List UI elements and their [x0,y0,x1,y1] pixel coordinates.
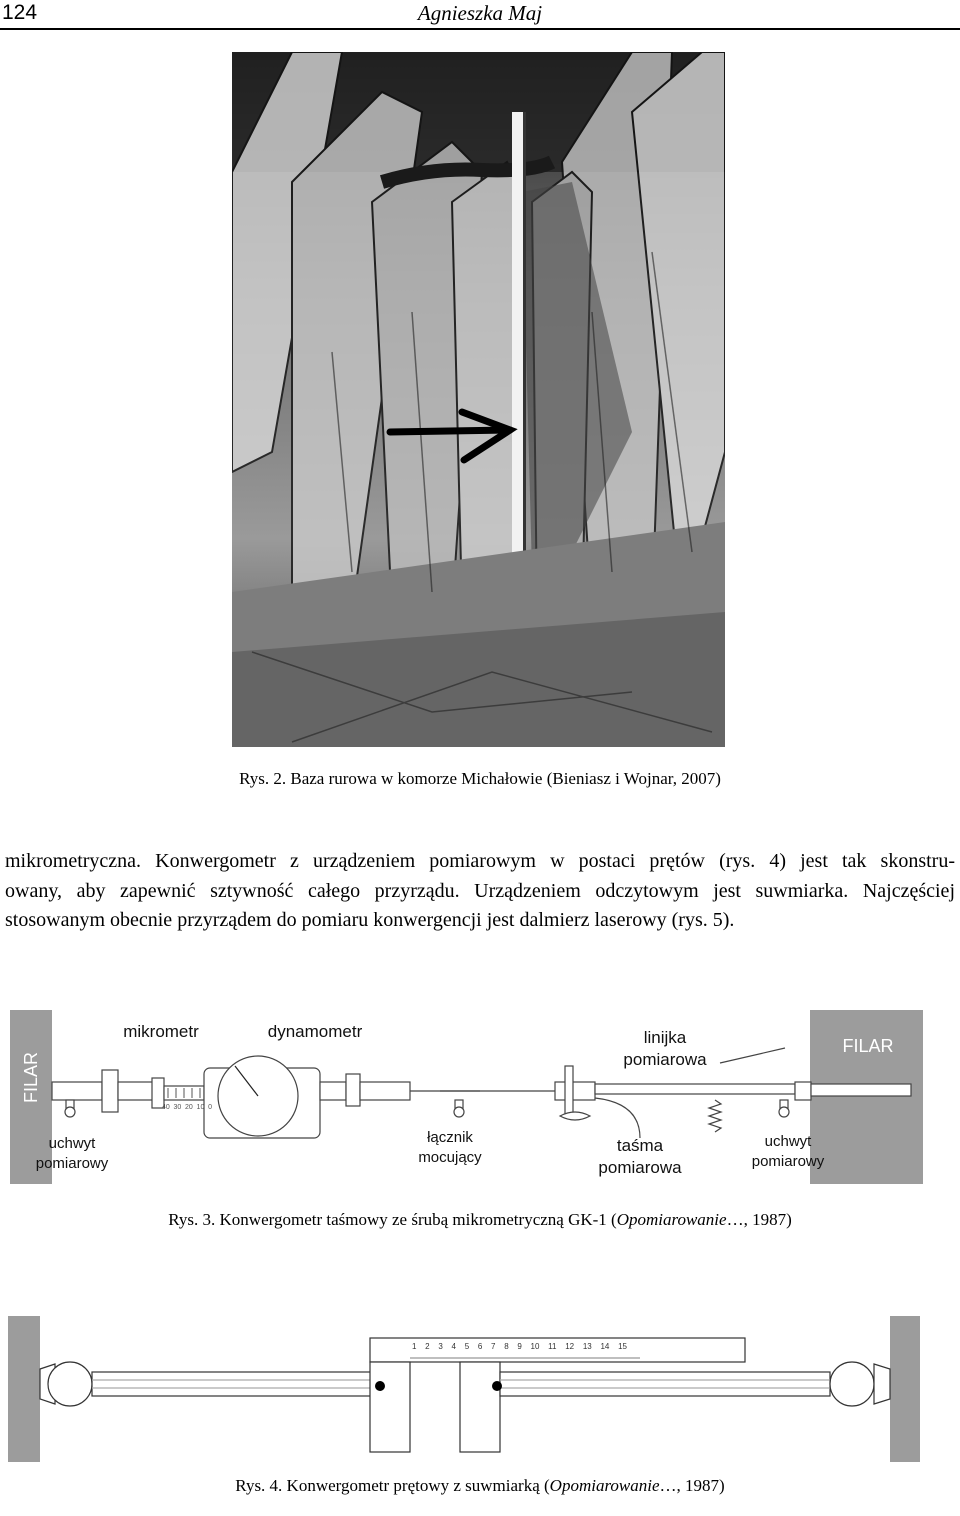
caliper-scale-number: 15 [618,1342,627,1351]
caliper-scale-number: 4 [451,1342,456,1351]
figure4-caption-italic: Opomiarowanie [549,1476,660,1495]
caliper-scale-number: 13 [582,1342,592,1351]
figure4-caption-main: Rys. 4. Konwergometr prętowy z suwmiarką ( [235,1476,550,1495]
caliper-scale-number: 14 [600,1342,610,1351]
caliper-scale-number: 2 [425,1342,430,1351]
figure4-drawing [0,1314,960,1464]
caliper-scale [412,1342,627,1351]
caliper-scale-number: 10 [530,1342,540,1351]
linijka-label-line1: linijka [643,1028,687,1047]
header-rule [0,28,960,30]
figure4-diagram [0,1314,960,1464]
caliper-scale-number: 12 [565,1342,575,1351]
dynamometr-label: dynamometr [267,1022,363,1041]
micrometer-scale [162,1104,212,1111]
paragraph-line-2: owany, aby zapewnić sztywność całego przyrządu. Urządzeniem odczytowym jest suwmiarka. Najczęściej [5,879,955,902]
linijka-label-line2: pomiarowa [623,1050,707,1069]
caliper-scale-number: 9 [517,1342,522,1351]
paragraph-line-1: mikrometryczna. Konwergometr z urządzeniem pomiarowym w postaci prętów (rys. 4) jest tak skonstru- [5,850,955,872]
tasma-line2: pomiarowa [598,1158,682,1177]
uchwyt-right-line2: pomiarowy [751,1153,825,1170]
caliper-scale-number: 3 [438,1342,443,1351]
caliper-scale-number: 11 [548,1342,557,1351]
page-header [0,0,960,30]
scale-tick-label: 10 [196,1104,205,1111]
caliper-scale-number: 8 [504,1342,509,1351]
lacznik-line1: łącznik [427,1129,473,1146]
mikrometr-label: mikrometr [123,1022,199,1041]
caliper-scale-number: 1 [412,1342,417,1351]
filar-left-label: FILAR [21,1051,41,1103]
caliper-scale-number: 7 [491,1342,496,1351]
uchwyt-right-line1: uchwyt [764,1133,812,1150]
lacznik-line2: mocujący [418,1149,482,1166]
scale-tick-label: 40 [162,1104,170,1111]
figure3-caption-end: …, 1987) [726,1210,792,1229]
figure4-caption-end: …, 1987) [659,1476,725,1495]
figure2-caption: Rys. 2. Baza rurowa w komorze Michałowie (Bieniasz i Wojnar, 2007) [239,769,721,788]
figure4-caption [0,1476,960,1496]
caliper-scale-number: 6 [477,1342,483,1351]
figure3-caption-main: Rys. 3. Konwergometr taśmowy ze śrubą mikrometryczną GK-1 ( [168,1210,617,1229]
tasma-line1: taśma [616,1136,664,1155]
paragraph-line-3: stosowanym obecnie przyrządem do pomiaru konwergencji jest dalmierz laserowy (rys. 5). [5,909,735,931]
uchwyt-left-line2: pomiarowy [35,1155,109,1172]
figure3-caption [0,1210,960,1230]
filar-right-label: FILAR [842,1036,894,1056]
body-paragraph [5,847,955,936]
running-head-author: Agnieszka Maj [417,1,543,25]
page-number: 124 [2,1,38,24]
tube-base-photo [232,52,725,747]
uchwyt-left-line1: uchwyt [48,1135,96,1152]
caliper-scale-number: 5 [464,1342,470,1351]
scale-tick-label: 20 [185,1104,193,1111]
figure3-diagram [0,1008,960,1188]
figure3-caption-italic: Opomiarowanie [616,1210,727,1229]
scale-tick-label: 0 [208,1104,212,1111]
scale-tick-label: 30 [173,1104,182,1111]
